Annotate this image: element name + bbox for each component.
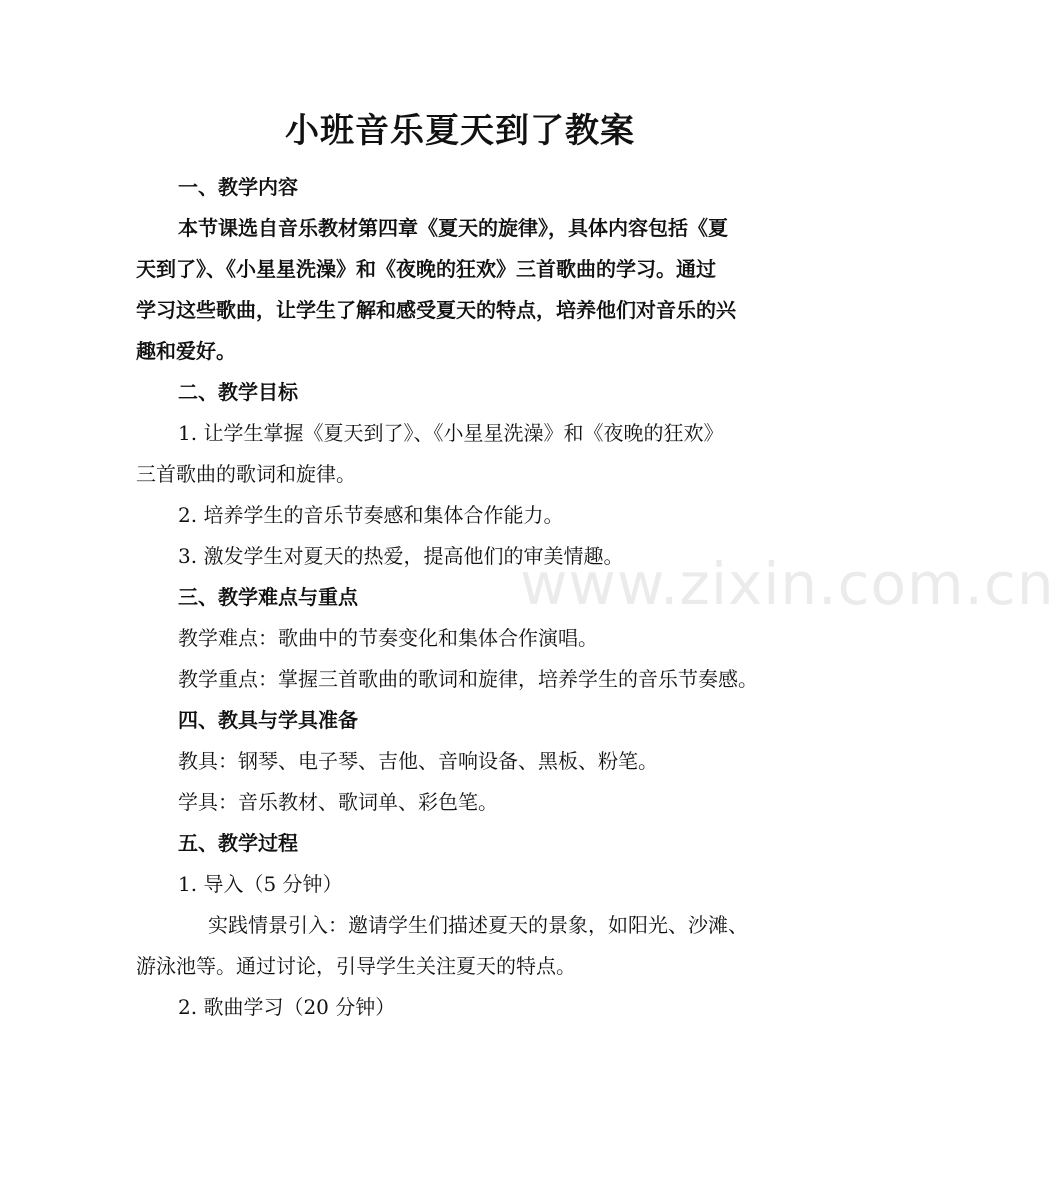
paragraph-line: 游泳池等。通过讨论，引导学生关注夏天的特点。 <box>136 954 576 978</box>
list-item: 2. 歌曲学习（20 分钟） <box>178 995 396 1019</box>
section-heading-difficulties: 三、教学难点与重点 <box>178 585 358 609</box>
paragraph-line: 教具：钢琴、电子琴、吉他、音响设备、黑板、粉笔。 <box>178 749 658 773</box>
paragraph-line: 本节课选自音乐教材第四章《夏天的旋律》，具体内容包括《夏 <box>178 216 728 240</box>
section-heading-process: 五、教学过程 <box>178 831 298 855</box>
list-item: 3. 激发学生对夏天的热爱，提高他们的审美情趣。 <box>178 544 624 568</box>
page-title: 小班音乐夏天到了教案 <box>285 111 635 151</box>
section-heading-objectives: 二、教学目标 <box>178 380 298 404</box>
paragraph-line: 学习这些歌曲，让学生了解和感受夏天的特点，培养他们对音乐的兴 <box>136 298 736 322</box>
watermark: www.zixin.com.cn <box>520 550 1055 618</box>
paragraph-line: 学具：音乐教材、歌词单、彩色笔。 <box>178 790 498 814</box>
list-item: 1. 让学生掌握《夏天到了》、《小星星洗澡》和《夜晚的狂欢》 <box>178 421 724 445</box>
paragraph-line: 天到了》、《小星星洗澡》和《夜晚的狂欢》三首歌曲的学习。通过 <box>136 257 716 281</box>
list-item: 1. 导入（5 分钟） <box>178 872 343 896</box>
paragraph-line: 趣和爱好。 <box>136 339 236 363</box>
paragraph-line: 教学难点：歌曲中的节奏变化和集体合作演唱。 <box>178 626 598 650</box>
section-heading-content: 一、教学内容 <box>178 175 298 199</box>
section-heading-materials: 四、教具与学具准备 <box>178 708 358 732</box>
list-item-continuation: 三首歌曲的歌词和旋律。 <box>136 462 356 486</box>
paragraph-line: 实践情景引入：邀请学生们描述夏天的景象，如阳光、沙滩、 <box>208 913 748 937</box>
paragraph-line: 教学重点：掌握三首歌曲的歌词和旋律，培养学生的音乐节奏感。 <box>178 667 758 691</box>
list-item: 2. 培养学生的音乐节奏感和集体合作能力。 <box>178 503 564 527</box>
